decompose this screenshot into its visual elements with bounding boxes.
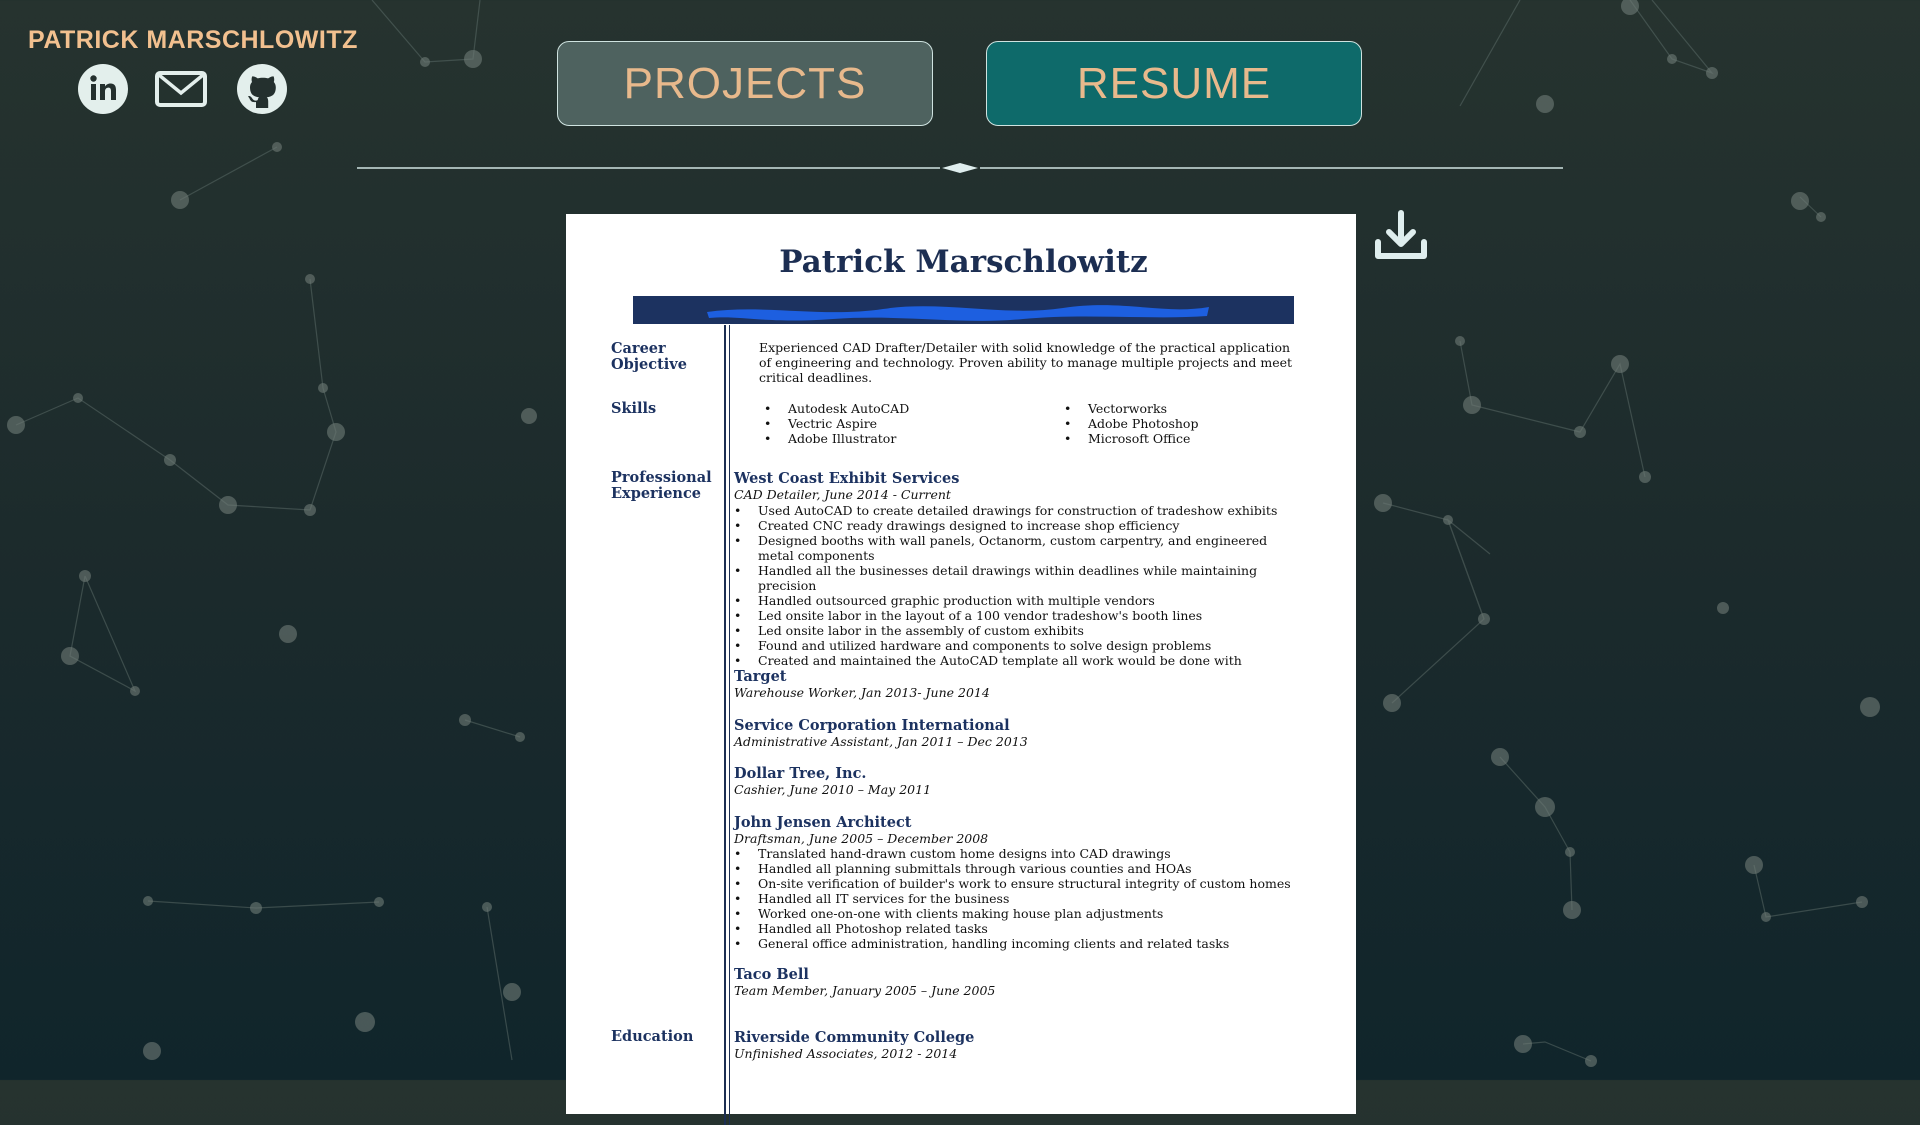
- section-career-objective: Career Objective: [611, 340, 687, 373]
- email-link[interactable]: [155, 63, 207, 115]
- resume-document: [566, 214, 1356, 1114]
- redaction-scribble: [703, 300, 1213, 322]
- github-icon: [236, 63, 288, 115]
- job-bullet: • Handled all the businesses detail drawings within deadlines while maintaining precision: [734, 563, 1304, 593]
- resume-header-bar: [633, 296, 1294, 324]
- linkedin-icon: [77, 63, 129, 115]
- career-objective-text: Experienced CAD Drafter/Detailer with solid knowledge of the practical application of engineering and technology. Proven ability to manage multiple projects and meet critical deadlines.: [759, 340, 1293, 385]
- projects-nav-button[interactable]: PROJECTS: [557, 41, 933, 126]
- job-company: Target: [734, 668, 787, 685]
- linkedin-link[interactable]: [77, 63, 129, 115]
- job-bullet: • Handled all Photoshop related tasks: [734, 921, 1304, 936]
- education-school: Riverside Community College: [734, 1029, 975, 1046]
- job-bullet: • On-site verification of builder's work to ensure structural integrity of custom homes: [734, 876, 1304, 891]
- skills-list-right: [1064, 401, 1304, 446]
- resume-column-divider-inner: [729, 325, 730, 1125]
- job-bullets: [734, 503, 1304, 668]
- github-link[interactable]: [236, 63, 288, 115]
- skill-item: • Vectric Aspire: [764, 416, 1044, 431]
- job-company: John Jensen Architect: [734, 814, 912, 831]
- job-role: Team Member, January 2005 – June 2005: [734, 983, 996, 998]
- section-education: Education: [611, 1028, 694, 1045]
- site-brand-name[interactable]: PATRICK MARSCHLOWITZ: [28, 26, 358, 54]
- job-company: Service Corporation International: [734, 717, 1010, 734]
- job-bullet: • General office administration, handling incoming clients and related tasks: [734, 936, 1304, 951]
- job-bullet: • Handled all planning submittals through various counties and HOAs: [734, 861, 1304, 876]
- skill-item: • Adobe Photoshop: [1064, 416, 1304, 431]
- job-bullet: • Created CNC ready drawings designed to increase shop efficiency: [734, 518, 1304, 533]
- skill-item: • Vectorworks: [1064, 401, 1304, 416]
- job-company: Taco Bell: [734, 966, 809, 983]
- resume-nav-button[interactable]: RESUME: [986, 41, 1362, 126]
- job-bullet: • Found and utilized hardware and components to solve design problems: [734, 638, 1304, 653]
- skills-list-left: [764, 401, 1044, 446]
- job-bullet: • Created and maintained the AutoCAD template all work would be done with: [734, 653, 1304, 668]
- education-degree: Unfinished Associates, 2012 - 2014: [734, 1046, 958, 1061]
- skill-item: • Adobe Illustrator: [764, 431, 1044, 446]
- job-role: CAD Detailer, June 2014 - Current: [734, 487, 951, 502]
- job-bullet: • Led onsite labor in the assembly of custom exhibits: [734, 623, 1304, 638]
- job-company: West Coast Exhibit Services: [734, 470, 960, 487]
- skill-item: • Microsoft Office: [1064, 431, 1304, 446]
- job-role: Administrative Assistant, Jan 2011 – Dec 2013: [734, 734, 1028, 749]
- job-bullet: • Used AutoCAD to create detailed drawings for construction of tradeshow exhibits: [734, 503, 1304, 518]
- resume-name: Patrick Marschlowitz: [779, 244, 1148, 280]
- job-role: Draftsman, June 2005 – December 2008: [734, 831, 989, 846]
- download-icon[interactable]: [1373, 209, 1429, 263]
- skill-item: • Autodesk AutoCAD: [764, 401, 1044, 416]
- job-bullet: • Led onsite labor in the layout of a 100 vendor tradeshow's booth lines: [734, 608, 1304, 623]
- job-bullet: • Designed booths with wall panels, Octanorm, custom carpentry, and engineered metal components: [734, 533, 1304, 563]
- header-divider: [357, 162, 1563, 174]
- mail-icon: [155, 63, 207, 115]
- section-skills: Skills: [611, 400, 657, 417]
- job-bullet: • Translated hand-drawn custom home designs into CAD drawings: [734, 846, 1304, 861]
- job-role: Cashier, June 2010 – May 2011: [734, 782, 932, 797]
- resume-column-divider: [724, 325, 726, 1125]
- job-bullet: • Worked one-on-one with clients making house plan adjustments: [734, 906, 1304, 921]
- job-bullet: • Handled all IT services for the business: [734, 891, 1304, 906]
- job-bullets: [734, 846, 1304, 951]
- job-role: Warehouse Worker, Jan 2013- June 2014: [734, 685, 990, 700]
- job-company: Dollar Tree, Inc.: [734, 765, 867, 782]
- section-professional-experience: Professional Experience: [611, 469, 712, 502]
- job-bullet: • Handled outsourced graphic production with multiple vendors: [734, 593, 1304, 608]
